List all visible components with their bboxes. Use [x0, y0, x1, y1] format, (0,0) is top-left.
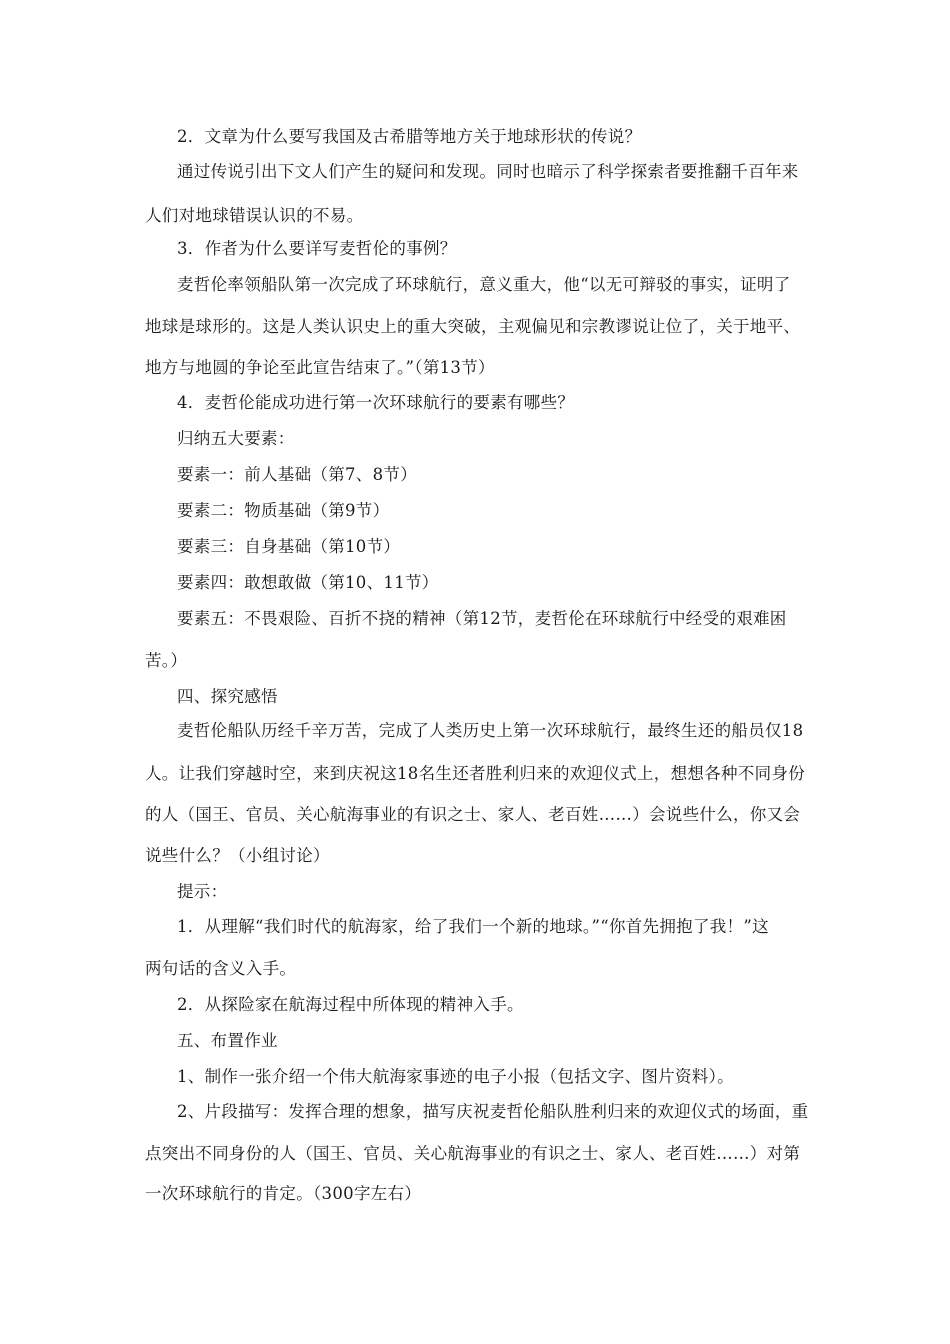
answer-4-intro: 归纳五大要素： — [177, 429, 295, 448]
question-2: 2．文章为什么要写我国及古希腊等地方关于地球形状的传说？ — [177, 127, 642, 146]
section-4-para-line-3: 的人（国王、官员、关心航海事业的有识之士、家人、老百姓……）会说些什么，你又会 — [145, 805, 801, 824]
answer-3-line-1: 麦哲伦率领船队第一次完成了环球航行，意义重大，他“以无可辩驳的事实，证明了 — [177, 275, 791, 294]
homework-2-line-3: 一次环球航行的肯定。（300字左右） — [145, 1184, 422, 1203]
hint-heading: 提示： — [177, 882, 228, 901]
answer-3-line-2: 地球是球形的。这是人类认识史上的重大突破，主观偏见和宗教谬说让位了，关于地平、 — [145, 317, 801, 336]
element-1: 要素一：前人基础（第7、8节） — [177, 465, 417, 484]
section-5-heading: 五、布置作业 — [177, 1031, 278, 1050]
homework-1: 1、制作一张介绍一个伟大航海家事迹的电子小报（包括文字、图片资料）。 — [177, 1067, 734, 1086]
element-4: 要素四：敢想敢做（第10、11节） — [177, 573, 439, 592]
homework-2-line-2: 点突出不同身份的人（国王、官员、关心航海事业的有识之士、家人、老百姓……）对第 — [145, 1144, 801, 1163]
section-4-para-line-2: 人。让我们穿越时空，来到庆祝这18名生还者胜利归来的欢迎仪式上，想想各种不同身份 — [145, 764, 805, 783]
hint-1-line-2: 两句话的含义入手。 — [145, 959, 297, 978]
hint-1-line-1: 1．从理解“我们时代的航海家，给了我们一个新的地球。”“你首先拥抱了我！”这 — [177, 917, 769, 936]
section-4-heading: 四、探究感悟 — [177, 687, 278, 706]
element-5-line-1: 要素五：不畏艰险、百折不挠的精神（第12节，麦哲伦在环球航行中经受的艰难困 — [177, 609, 787, 628]
section-4-para-line-4: 说些什么？（小组讨论） — [145, 846, 330, 865]
element-5-line-2: 苦。） — [145, 651, 188, 670]
element-2: 要素二：物质基础（第9节） — [177, 501, 390, 520]
question-4: 4．麦哲伦能成功进行第一次环球航行的要素有哪些？ — [177, 393, 575, 412]
hint-2: 2．从探险家在航海过程中所体现的精神入手。 — [177, 995, 524, 1014]
element-3: 要素三：自身基础（第10节） — [177, 537, 401, 556]
section-4-para-line-1: 麦哲伦船队历经千辛万苦，完成了人类历史上第一次环球航行，最终生还的船员仅18 — [177, 721, 804, 740]
answer-2-line-1: 通过传说引出下文人们产生的疑问和发现。同时也暗示了科学探索者要推翻千百年来 — [177, 162, 799, 181]
homework-2-line-1: 2、片段描写：发挥合理的想象，描写庆祝麦哲伦船队胜利归来的欢迎仪式的场面，重 — [177, 1102, 809, 1121]
question-3: 3．作者为什么要详写麦哲伦的事例？ — [177, 239, 457, 258]
answer-2-line-2: 人们对地球错误认识的不易。 — [145, 206, 364, 225]
answer-3-line-3: 地方与地圆的争论至此宣告结束了。”（第13节） — [145, 358, 495, 377]
